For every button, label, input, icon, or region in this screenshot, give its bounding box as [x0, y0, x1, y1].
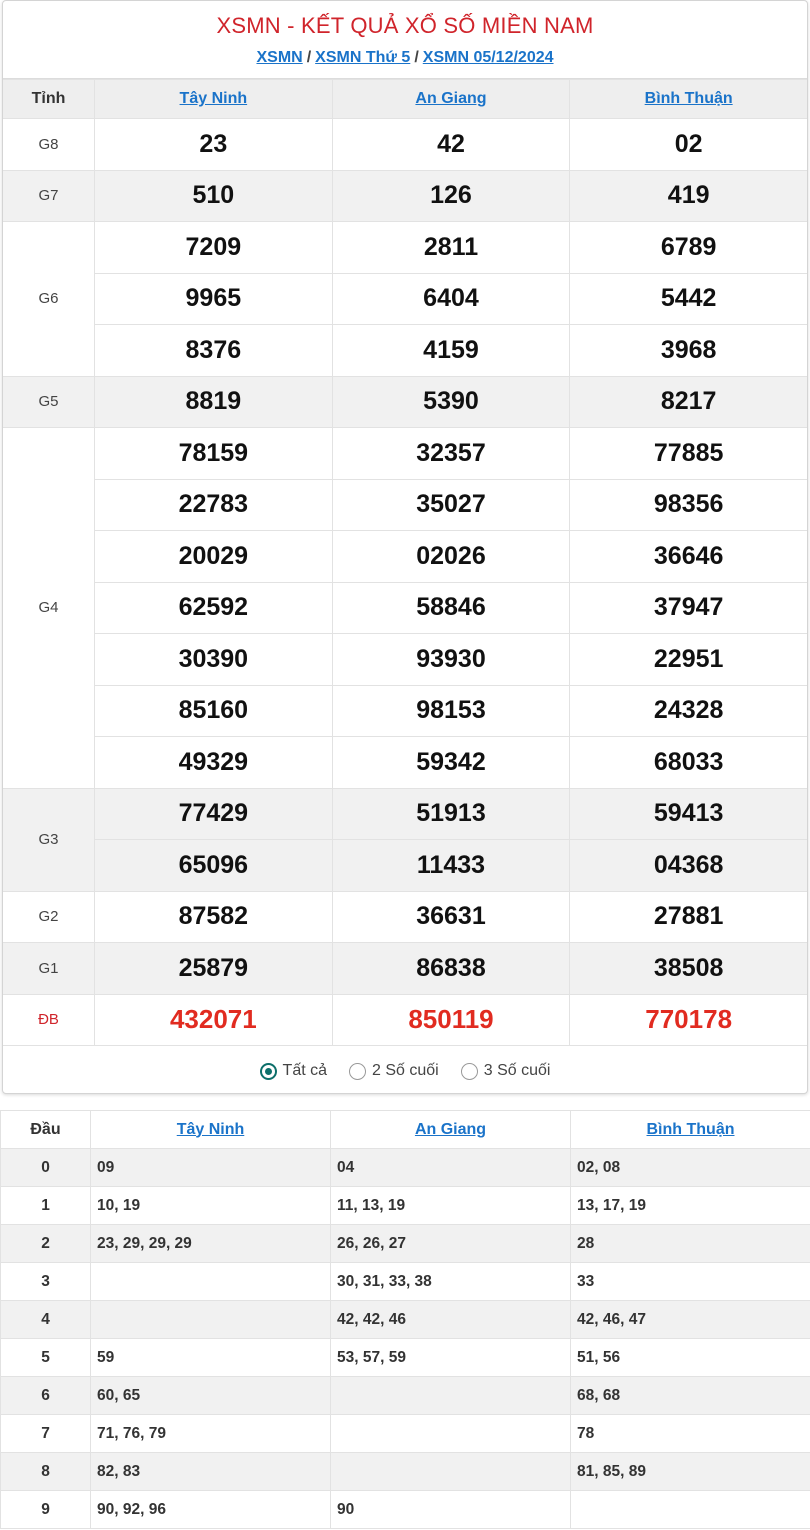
- prize-label: G3: [3, 788, 95, 891]
- prize-row: [3, 840, 808, 892]
- prize-number: 510: [95, 170, 333, 222]
- loto-row: [1, 1339, 810, 1377]
- loto-head-digit: 2: [1, 1225, 91, 1263]
- loto-values: 78: [571, 1415, 810, 1453]
- breadcrumb-link-date[interactable]: XSMN 05/12/2024: [422, 49, 554, 66]
- results-table: [2, 79, 808, 1046]
- loto-values: 09: [91, 1149, 331, 1187]
- prize-number: 98153: [332, 685, 570, 737]
- loto-values: 23, 29, 29, 29: [91, 1225, 331, 1263]
- prize-label: G8: [3, 119, 95, 171]
- prize-number: 5390: [332, 376, 570, 428]
- prize-number: 36646: [570, 531, 808, 583]
- prize-number: 432071: [95, 994, 333, 1046]
- prize-number: 37947: [570, 582, 808, 634]
- results-body: [3, 119, 808, 1046]
- prize-number: 58846: [332, 582, 570, 634]
- prize-number: 8217: [570, 376, 808, 428]
- loto-values: 02, 08: [571, 1149, 810, 1187]
- page-title: XSMN - KẾT QUẢ XỔ SỐ MIỀN NAM: [216, 13, 594, 38]
- breadcrumb-link-thursday[interactable]: XSMN Thứ 5: [315, 49, 411, 66]
- prize-number: 32357: [332, 428, 570, 480]
- prize-number: 23: [95, 119, 333, 171]
- radio-selected-icon[interactable]: [260, 1063, 277, 1080]
- filter-option-label: 2 Số cuối: [372, 1062, 439, 1079]
- loto-values: [331, 1415, 571, 1453]
- filter-option-label: 3 Số cuối: [483, 1062, 551, 1079]
- loto-values: 04: [331, 1149, 571, 1187]
- loto-body: [1, 1149, 810, 1529]
- prize-label: G6: [3, 222, 95, 377]
- prize-label: ĐB: [3, 994, 95, 1046]
- loto-values: [91, 1301, 331, 1339]
- prize-row: [3, 685, 808, 737]
- radio-icon[interactable]: [349, 1063, 366, 1080]
- prize-number: 6404: [332, 273, 570, 325]
- breadcrumb-separator: /: [306, 49, 312, 66]
- loto-values: 28: [571, 1225, 810, 1263]
- loto-province-link-binh-thuan[interactable]: Bình Thuận: [646, 1120, 735, 1138]
- prize-number: 35027: [332, 479, 570, 531]
- prize-number: 25879: [95, 943, 333, 995]
- loto-head-digit: 8: [1, 1453, 91, 1491]
- province-header-binh-thuan: [570, 80, 808, 119]
- prize-number: 126: [332, 170, 570, 222]
- prize-row: [3, 170, 808, 222]
- prize-number: 59413: [570, 788, 808, 840]
- prize-row: [3, 582, 808, 634]
- loto-values: 26, 26, 27: [331, 1225, 571, 1263]
- prize-row: [3, 943, 808, 995]
- prize-number: 85160: [95, 685, 333, 737]
- prize-number: 98356: [570, 479, 808, 531]
- prize-number: 49329: [95, 737, 333, 789]
- province-header-an-giang: [332, 80, 570, 119]
- prize-row: [3, 891, 808, 943]
- prize-row: [3, 788, 808, 840]
- breadcrumb-link-xsmn[interactable]: XSMN: [256, 49, 303, 66]
- prize-number: 3968: [570, 325, 808, 377]
- loto-values: [91, 1263, 331, 1301]
- prize-number: 38508: [570, 943, 808, 995]
- prize-row: [3, 273, 808, 325]
- prize-number: 24328: [570, 685, 808, 737]
- province-link-tay-ninh[interactable]: Tây Ninh: [179, 90, 248, 107]
- loto-row: [1, 1301, 810, 1339]
- prize-row: [3, 531, 808, 583]
- prize-number: 7209: [95, 222, 333, 274]
- prize-number: 9965: [95, 273, 333, 325]
- loto-values: 59: [91, 1339, 331, 1377]
- loto-row: [1, 1453, 810, 1491]
- prize-number: 6789: [570, 222, 808, 274]
- prize-number: 68033: [570, 737, 808, 789]
- prize-number: 4159: [332, 325, 570, 377]
- province-label-header: Tỉnh: [3, 80, 95, 119]
- loto-values: 60, 65: [91, 1377, 331, 1415]
- loto-row: [1, 1149, 810, 1187]
- prize-number: 11433: [332, 840, 570, 892]
- card-header: [3, 1, 807, 79]
- loto-head-digit: 5: [1, 1339, 91, 1377]
- prize-number: 27881: [570, 891, 808, 943]
- radio-icon[interactable]: [461, 1063, 478, 1080]
- loto-head-digit: 1: [1, 1187, 91, 1225]
- filter-option-label: Tất cả: [282, 1062, 328, 1079]
- loto-province-link-an-giang[interactable]: An Giang: [414, 1120, 487, 1138]
- province-link-binh-thuan[interactable]: Bình Thuận: [644, 90, 733, 107]
- prize-number: 42: [332, 119, 570, 171]
- loto-head-digit: 7: [1, 1415, 91, 1453]
- loto-row: [1, 1377, 810, 1415]
- loto-row: [1, 1263, 810, 1301]
- loto-values: 68, 68: [571, 1377, 810, 1415]
- province-header-tay-ninh: [95, 80, 333, 119]
- prize-number: 78159: [95, 428, 333, 480]
- loto-values: 90, 92, 96: [91, 1491, 331, 1529]
- breadcrumb: [3, 49, 807, 67]
- prize-number: 04368: [570, 840, 808, 892]
- loto-province-header: [331, 1111, 571, 1149]
- prize-row: [3, 376, 808, 428]
- results-card: [2, 0, 808, 1094]
- prize-row: [3, 119, 808, 171]
- filter-option-all[interactable]: [260, 1062, 327, 1080]
- prize-row: [3, 479, 808, 531]
- loto-values: 90: [331, 1491, 571, 1529]
- prize-label: G7: [3, 170, 95, 222]
- prize-number: 62592: [95, 582, 333, 634]
- loto-values: [571, 1491, 810, 1529]
- prize-number: 8376: [95, 325, 333, 377]
- loto-head-digit: 3: [1, 1263, 91, 1301]
- loto-head-digit: 4: [1, 1301, 91, 1339]
- loto-row: [1, 1187, 810, 1225]
- loto-values: 51, 56: [571, 1339, 810, 1377]
- loto-values: 42, 42, 46: [331, 1301, 571, 1339]
- prize-row: [3, 428, 808, 480]
- prize-label: G2: [3, 891, 95, 943]
- filter-option-last-3[interactable]: [461, 1062, 551, 1080]
- loto-values: 71, 76, 79: [91, 1415, 331, 1453]
- prize-row: [3, 737, 808, 789]
- prize-label: G4: [3, 428, 95, 789]
- loto-head-label-header: Đầu: [1, 1111, 91, 1149]
- loto-head-digit: 0: [1, 1149, 91, 1187]
- prize-number: 5442: [570, 273, 808, 325]
- prize-number: 22951: [570, 634, 808, 686]
- prize-number: 59342: [332, 737, 570, 789]
- loto-row: [1, 1225, 810, 1263]
- results-header-row: [3, 80, 808, 119]
- loto-values: [331, 1453, 571, 1491]
- loto-values: 30, 31, 33, 38: [331, 1263, 571, 1301]
- prize-number: 86838: [332, 943, 570, 995]
- prize-number: 02: [570, 119, 808, 171]
- loto-province-link-tay-ninh[interactable]: Tây Ninh: [176, 1120, 245, 1138]
- loto-row: [1, 1415, 810, 1453]
- prize-number: 77885: [570, 428, 808, 480]
- loto-values: 13, 17, 19: [571, 1187, 810, 1225]
- prize-number: 20029: [95, 531, 333, 583]
- prize-number: 65096: [95, 840, 333, 892]
- loto-values: 10, 19: [91, 1187, 331, 1225]
- loto-values: 81, 85, 89: [571, 1453, 810, 1491]
- prize-number: 8819: [95, 376, 333, 428]
- prize-label: G1: [3, 943, 95, 995]
- prize-number: 30390: [95, 634, 333, 686]
- loto-province-header: [571, 1111, 810, 1149]
- loto-values: [331, 1377, 571, 1415]
- loto-header-row: [1, 1111, 810, 1149]
- prize-number: 22783: [95, 479, 333, 531]
- province-link-an-giang[interactable]: An Giang: [415, 90, 487, 107]
- digit-filter: [3, 1046, 807, 1094]
- loto-values: 53, 57, 59: [331, 1339, 571, 1377]
- prize-row: [3, 634, 808, 686]
- loto-values: 33: [571, 1263, 810, 1301]
- prize-number: 77429: [95, 788, 333, 840]
- loto-values: 11, 13, 19: [331, 1187, 571, 1225]
- loto-values: 82, 83: [91, 1453, 331, 1491]
- loto-province-header: [91, 1111, 331, 1149]
- prize-number: 770178: [570, 994, 808, 1046]
- prize-row: [3, 222, 808, 274]
- loto-values: 42, 46, 47: [571, 1301, 810, 1339]
- prize-number: 87582: [95, 891, 333, 943]
- loto-row: [1, 1491, 810, 1529]
- loto-head-table: [0, 1110, 810, 1529]
- prize-number: 419: [570, 170, 808, 222]
- prize-number: 850119: [332, 994, 570, 1046]
- breadcrumb-separator: /: [414, 49, 419, 66]
- prize-number: 2811: [332, 222, 570, 274]
- prize-number: 36631: [332, 891, 570, 943]
- prize-label: G5: [3, 376, 95, 428]
- prize-row: [3, 994, 808, 1046]
- loto-head-digit: 9: [1, 1491, 91, 1529]
- filter-option-last-2[interactable]: [349, 1062, 439, 1080]
- prize-number: 93930: [332, 634, 570, 686]
- prize-number: 51913: [332, 788, 570, 840]
- loto-head-digit: 6: [1, 1377, 91, 1415]
- prize-number: 02026: [332, 531, 570, 583]
- prize-row: [3, 325, 808, 377]
